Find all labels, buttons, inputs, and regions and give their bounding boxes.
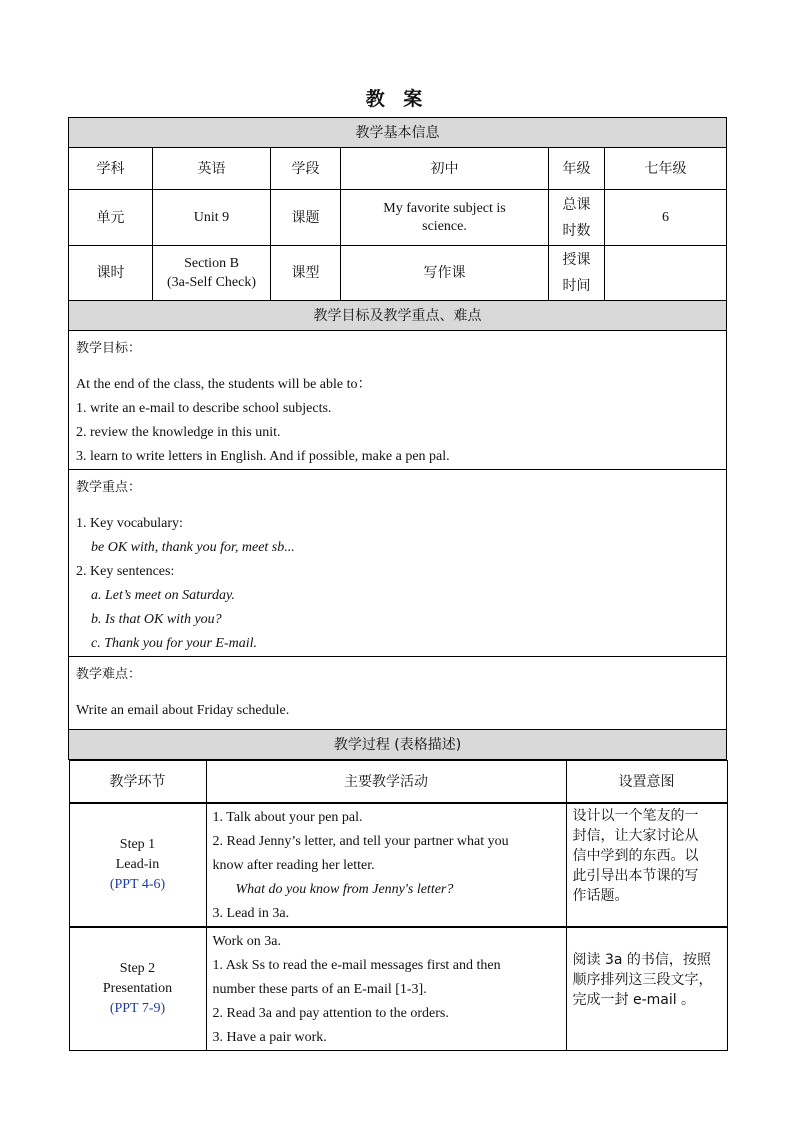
key-vocab-title: 1. Key vocabulary: [76, 516, 183, 531]
key-sentence: c. Thank you for your E-mail. [91, 636, 258, 651]
step-2-label [69, 928, 206, 1051]
difficulty-block [69, 657, 727, 730]
process-step-2-cell [69, 927, 727, 1051]
total-hours-label [549, 190, 605, 246]
intent-line: 封信，让大家讨论从 [572, 828, 699, 844]
step-stage: Lead-in [115, 857, 160, 872]
subject-value: 英语 [153, 148, 271, 190]
difficulty-label: 教学难点： [76, 667, 142, 682]
intent-line: 完成一封 e-mail 。 [572, 992, 696, 1008]
lesson-type-label: 课型 [271, 246, 341, 301]
col-step-header: 教学环节 [69, 761, 206, 803]
lesson-plan-table [68, 117, 727, 1051]
period-label: 课时 [69, 246, 153, 301]
section-header-goals: 教学目标及教学重点、难点 [69, 301, 727, 331]
document-title: 教 案 [365, 88, 429, 110]
teach-time-label-1: 授课 [562, 252, 591, 268]
intent-line: 顺序排列这三段文字， [572, 972, 713, 988]
objective-line: 3. learn to write letters in English. And if possible, make a pen pal. [76, 449, 450, 464]
step-1-label [69, 804, 206, 927]
topic-line-2: science. [422, 218, 467, 234]
key-sentences-title: 2. Key sentences: [76, 564, 175, 579]
section-header-process: 教学过程 (表格描述) [69, 730, 727, 760]
process-step-1-table [69, 803, 728, 927]
key-vocab: be OK with, thank you for, meet sb... [91, 540, 295, 555]
step-1-activities [206, 804, 566, 927]
activity-line: 3. Lead in 3a. [212, 906, 290, 921]
period-line-2: (3a-Self Check) [166, 275, 257, 290]
teach-time-label [549, 246, 605, 301]
key-sentence: a. Let’s meet on Saturday. [91, 588, 235, 603]
objective-line: 1. write an e-mail to describe school subjects. [76, 401, 332, 416]
step-ppt: (PPT 4-6) [109, 877, 166, 892]
intent-line: 作话题。 [572, 888, 629, 904]
objectives-label: 教学目标： [76, 341, 142, 356]
teach-time-value [605, 246, 727, 301]
activity-line: number these parts of an E-mail [1-3]. [212, 982, 427, 997]
step-stage: Presentation [102, 981, 173, 996]
activity-line: 2. Read 3a and pay attention to the orders. [212, 1006, 449, 1021]
activity-line: What do you know from Jenny's letter? [235, 882, 454, 897]
lesson-type-value: 写作课 [341, 246, 549, 301]
key-points-label: 教学重点： [76, 480, 142, 495]
activity-line: Work on 3a. [212, 934, 281, 949]
process-step-2-table [69, 927, 728, 1051]
objective-line: At the end of the class, the students will be able to： [76, 377, 372, 392]
teach-time-label-2: 时间 [562, 278, 591, 294]
topic-value [341, 190, 549, 246]
activity-line: know after reading her letter. [212, 858, 375, 873]
step-2-intent [566, 928, 727, 1051]
unit-label: 单元 [69, 190, 153, 246]
period-value [153, 246, 271, 301]
activity-line: 1. Talk about your pen pal. [212, 810, 363, 825]
grade-label: 年级 [549, 148, 605, 190]
topic-line-1: My favorite subject is [383, 200, 506, 216]
step-ppt: (PPT 7-9) [109, 1001, 166, 1016]
unit-value: Unit 9 [153, 190, 271, 246]
step-name: Step 1 [119, 837, 156, 852]
topic-label: 课题 [271, 190, 341, 246]
process-table-cell [69, 760, 727, 804]
step-name: Step 2 [119, 961, 156, 976]
total-hours-label-1: 总课 [562, 196, 591, 213]
total-hours-value: 6 [605, 190, 727, 246]
grade-value: 七年级 [605, 148, 727, 190]
step-1-intent [566, 804, 727, 927]
subject-label: 学科 [69, 148, 153, 190]
process-header-table [69, 760, 728, 803]
activity-line: 3. Have a pair work. [212, 1030, 327, 1045]
period-line-1: Section B [184, 256, 239, 271]
col-intent-header: 设置意图 [566, 761, 727, 803]
key-sentence: b. Is that OK with you? [91, 612, 222, 627]
step-2-activities [206, 928, 566, 1051]
objective-line: 2. review the knowledge in this unit. [76, 425, 281, 440]
stage-label: 学段 [271, 148, 341, 190]
objectives-block [69, 331, 727, 470]
intent-line: 阅读 3a 的书信，按照 [572, 952, 711, 968]
section-header-basic: 教学基本信息 [69, 118, 727, 148]
col-activity-header: 主要教学活动 [206, 761, 566, 803]
activity-line: 1. Ask Ss to read the e-mail messages first and then [212, 958, 501, 973]
difficulty-text: Write an email about Friday schedule. [76, 703, 290, 718]
process-step-1-cell [69, 803, 727, 927]
intent-line: 此引导出本节课的写 [572, 868, 699, 884]
stage-value: 初中 [341, 148, 549, 190]
intent-line: 信中学到的东西。以 [572, 848, 699, 864]
intent-line: 设计以一个笔友的一 [572, 808, 699, 824]
total-hours-label-2: 时数 [562, 222, 591, 239]
key-points-block [69, 470, 727, 657]
activity-line: 2. Read Jenny’s letter, and tell your partner what you [212, 834, 509, 849]
